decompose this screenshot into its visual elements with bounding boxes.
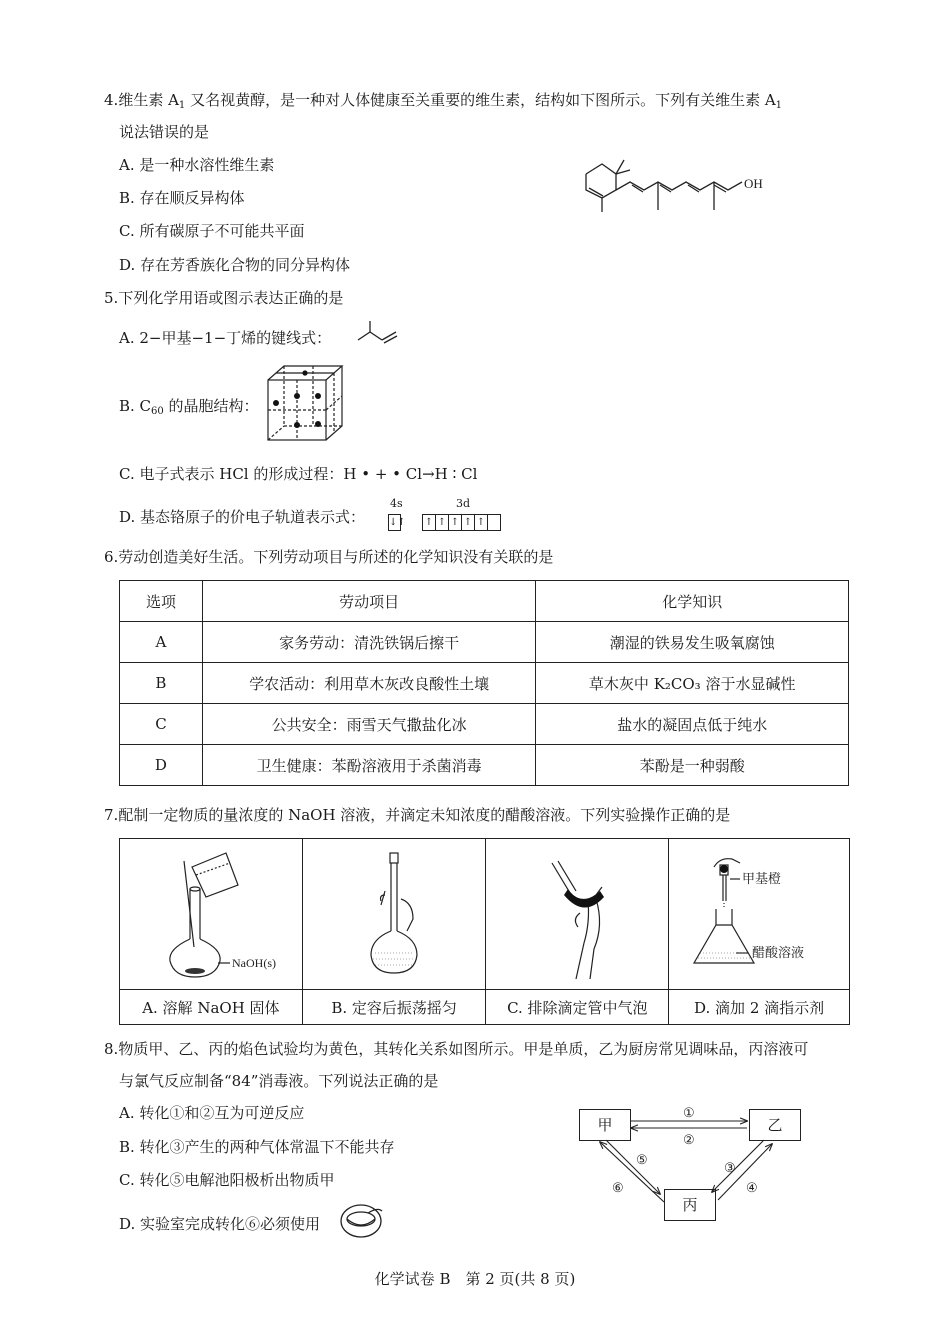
table-cell: D [120,745,203,786]
table-cell: 学农活动：利用草木灰改良酸性土壤 [202,663,536,704]
orbital-box-3d-4: ↑ [461,514,475,531]
arrow-label-1: ① [683,1106,695,1121]
table-row [120,622,849,663]
q7-caption-c: C. 排除滴定管中气泡 [486,990,669,1025]
q7-caption-a: A. 溶解 NaOH 固体 [120,990,303,1025]
header-cell: 选项 [120,581,203,622]
q4-option-d: D. 存在芳香族化合物的同分异构体 [119,256,351,274]
orbital-box-4s: ↓↑ [388,514,401,531]
orbital-3d [422,512,500,531]
q8-stem-line1: 8.物质甲、乙、丙的焰色试验均为黄色，其转化关系如图所示。甲是单质，乙为厨房常见调味品，丙溶液可 [104,1040,809,1058]
shake-flask-illustration [309,839,479,985]
arrow-label-2: ② [683,1133,695,1148]
table-cell: 潮湿的铁易发生吸氧腐蚀 [536,622,849,663]
q4-stem-line2: 说法错误的是 [119,123,210,141]
vitamin-a-structure [572,152,772,214]
table-row [120,745,849,786]
c60-unit-cell [262,360,348,446]
table-row [120,663,849,704]
q5-stem: 5.下列化学用语或图示表达正确的是 [104,289,344,307]
orbital-label-4s: 4s [390,497,403,510]
q7-cell-b [302,839,486,990]
q8-option-b: B. 转化③产生的两种气体常温下不能共存 [119,1138,395,1156]
burette-bubble-illustration [492,839,662,985]
q4-stem-line1: 4.维生素 $A_1$ 又名视黄醇，是一种对人体健康至关重要的维生素，结构如下图所示。下列有关维生素 $A_1$ [104,91,783,111]
table-row [120,704,849,745]
header-cell: 劳动项目 [202,581,536,622]
q7-caption-row [120,990,850,1025]
q5-option-c: C. 电子式表示 HCl 的形成过程：H • + • Cl→H ∶ Cl [119,465,478,483]
q8-option-a: A. 转化①和②互为可逆反应 [119,1104,305,1122]
arrow-label-4: ④ [746,1181,758,1196]
q4-option-a: A. 是一种水溶性维生素 [119,156,275,174]
page-footer: 化学试卷 B 第 2 页(共 8 页) [374,1270,576,1288]
evaporating-dish-icon [338,1201,384,1245]
q7-stem: 7.配制一定物质的量浓度的 NaOH 溶液，并滴定未知浓度的醋酸溶液。下列实验操作正确的是 [104,806,731,824]
table-cell: 苯酚是一种弱酸 [536,745,849,786]
q7-cell-c [486,839,669,990]
arrow-label-3: ③ [724,1161,736,1176]
table-cell: 卫生健康：苯酚溶液用于杀菌消毒 [202,745,536,786]
table-cell: 公共安全：雨雪天气撒盐化冰 [202,704,536,745]
add-indicator-illustration [674,839,844,985]
arrow-label-6: ⑥ [612,1181,624,1196]
orbital-box-3d-3: ↑ [448,514,462,531]
node-jia: 甲 [579,1109,631,1141]
node-yi: 乙 [749,1109,801,1141]
butene-skeletal-formula [354,320,402,346]
orbital-box-3d-5: ↑ [474,514,488,531]
table-cell: 盐水的凝固点低于纯水 [536,704,849,745]
acetic-acid-label: 醋酸溶液 [752,945,805,960]
orbital-box-3d-2: ↑ [435,514,449,531]
conversion-arrows [560,1100,820,1240]
q6-stem: 6.劳动创造美好生活。下列劳动项目与所述的化学知识没有关联的是 [104,548,554,566]
q6-table [119,580,849,786]
header-cell: 化学知识 [536,581,849,622]
table-cell: C [120,704,203,745]
q7-cell-d [669,839,850,990]
q7-caption-d: D. 滴加 2 滴指示剂 [669,990,850,1025]
orbital-box-3d-6 [487,514,501,531]
q7-cell-a [120,839,303,990]
table-cell: 草木灰中 K₂CO₃ 溶于水显碱性 [536,663,849,704]
q4-option-b: B. 存在顺反异构体 [119,189,245,207]
q4-option-c: C. 所有碳原子不可能共平面 [119,222,305,240]
q7-image-row [120,839,850,990]
q7-table [119,838,850,1025]
arrow-label-5: ⑤ [636,1153,648,1168]
q8-option-c: C. 转化⑤电解池阳极析出物质甲 [119,1171,335,1189]
q8-option-d: D. 实验室完成转化⑥必须使用 [119,1215,321,1233]
orbital-label-3d: 3d [456,497,471,510]
table-cell: 家务劳动：清洗铁锅后擦干 [202,622,536,663]
dissolve-naoh-illustration [126,839,296,985]
q5-option-a: A. 2−甲基−1−丁烯的键线式： [119,329,332,347]
q5-option-b: B. $C_{60}$ 的晶胞结构： [119,397,259,417]
oh-label: OH [744,176,763,191]
q7-caption-b: B. 定容后振荡摇匀 [302,990,486,1025]
table-cell: B [120,663,203,704]
node-bing: 丙 [664,1189,716,1221]
naoh-label: NaOH(s) [231,956,276,970]
orbital-box-3d-1: ↑ [422,514,436,531]
table-cell: A [120,622,203,663]
indicator-label: 甲基橙 [742,871,782,886]
q8-stem-line2: 与氯气反应制备“84”消毒液。下列说法正确的是 [119,1072,439,1090]
q5-option-d: D. 基态铬原子的价电子轨道表示式： [119,508,366,526]
orbital-4s [388,512,406,531]
table-header-row [120,581,849,622]
